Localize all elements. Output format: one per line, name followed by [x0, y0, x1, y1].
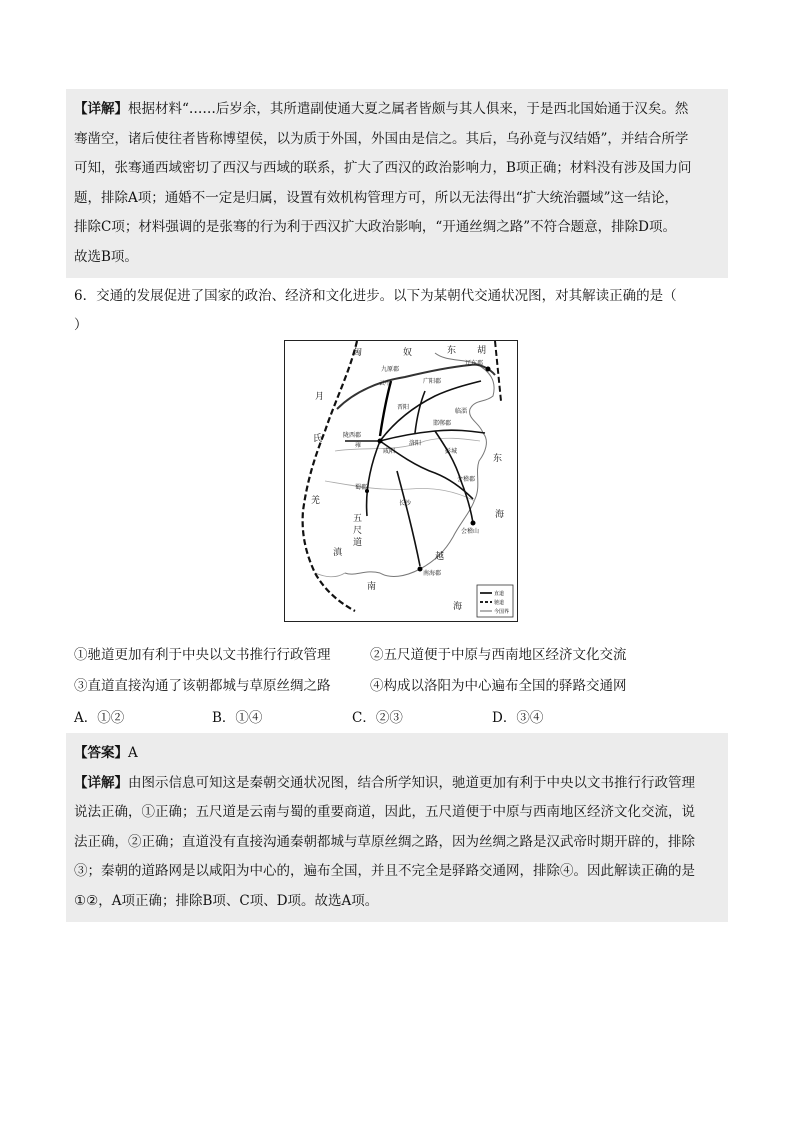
q5-explain-line-6: 故选B项。: [74, 248, 138, 265]
explain-tag: 【详解】: [74, 774, 128, 791]
map-svg: [285, 341, 517, 621]
q5-explain-line-3: 可知，张骞通西域密切了西汉与西域的联系，扩大了西汉的政治影响力，B项正确；材料没有涉及国力问: [74, 160, 692, 176]
map-label-dong: 东: [493, 454, 503, 464]
map-label-luoyang: 洛阳: [409, 440, 422, 447]
map-label-shi: 氏: [313, 434, 323, 444]
map-label-wuchidao-2: 尺: [353, 526, 363, 536]
map-label-yong: 雍: [355, 442, 362, 449]
map-label-dian: 滇: [333, 548, 343, 558]
q5-explain-line-5: 排除C项；材料强调的是张骞的行为利于西汉扩大政治影响，“开通丝绸之路”不符合题意，排除D项。: [74, 219, 676, 235]
q6-explain-line-2: 说法正确，①正确；五尺道是云南与蜀的重要商道，因此，五尺道便于中原与西南地区经济文化交流，说: [74, 804, 695, 820]
map-label-xiongnu-2: 奴: [403, 348, 413, 358]
answer-tag: 【答案】: [74, 745, 128, 761]
map-label-longxi: 陇西郡: [343, 432, 362, 439]
map-label-wuchidao-3: 道: [353, 538, 363, 548]
q6-stem-line-2: ）: [74, 317, 88, 333]
map-label-nanhai: 南海郡: [423, 570, 442, 577]
map-label-linzi: 临淄: [455, 408, 468, 415]
q6-option-a: A．①②: [74, 710, 125, 726]
map-label-kuaiji2: 会稽山: [461, 528, 480, 535]
legend-chidao: 驰道: [494, 600, 505, 606]
map-label-pengcheng: 彭城: [445, 448, 458, 455]
q5-explain-line-1: 【详解】根据材料“……后岁余，其所遣副使通大夏之属者皆颇与其人俱来，于是西北国始通于汉矣。然: [74, 101, 689, 117]
q6-statement-2: ②五尺道便于中原与西南地区经济文化交流: [370, 647, 627, 663]
map-label-jinyang: 晋阳: [397, 404, 410, 411]
q6-explain-line-4: ③；秦朝的道路网是以咸阳为中心的，遍布全国，并且不完全是驿路交通网，排除④。因此解读正确的是: [74, 863, 695, 879]
map-label-handan: 邯郸郡: [433, 420, 452, 427]
q6-answer-block: [66, 733, 728, 922]
map-label-kuaiji: 会稽郡: [457, 476, 476, 483]
q6-option-d: D．③④: [492, 710, 544, 726]
map-label-yunzhong: 云中: [379, 380, 392, 387]
map-label-wuchidao-1: 五: [353, 514, 363, 524]
q6-option-b: B．①④: [212, 710, 263, 726]
map-label-xiongnu-1: 匈: [353, 348, 363, 358]
map-legend: [477, 585, 513, 617]
explain-tag: 【详解】: [74, 101, 128, 117]
map-label-jiuyuan: 九原郡: [381, 366, 400, 373]
legend-border: 今国界: [494, 609, 510, 615]
q6-explain-line-5: ①②，A项正确；排除B项、C项、D项。故选A项。: [74, 892, 379, 909]
q6-stem-line-1: 6．交通的发展促进了国家的政治、经济和文化进步。以下为某朝代交通状况图，对其解读正确的是（: [74, 288, 677, 304]
map-label-donghu-1: 东: [447, 346, 457, 356]
q6-answer-line: [74, 739, 720, 769]
q6-statement-3: ③直道直接沟通了该朝都城与草原丝绸之路: [74, 678, 331, 694]
q5-explain-line-4: 题，排除A项；通婚不一定是归属，设置有效机构管理方可，所以无法得出“扩大统治疆域”这一结论，: [74, 189, 679, 206]
map-label-qiang: 羌: [311, 496, 321, 506]
q6-explain-line-1: 【详解】由图示信息可知这是秦朝交通状况图，结合所学知识，驰道更加有利于中央以文书推行行政管理: [74, 774, 695, 791]
map-label-shuxian: 蜀郡: [355, 484, 368, 491]
map-label-guangyang: 广阳郡: [423, 378, 442, 385]
q5-explanation-block: [66, 89, 728, 278]
map-label-donghu-2: 胡: [477, 346, 487, 356]
answer-value: A: [128, 745, 138, 761]
q6-statement-1: ①驰道更加有利于中央以文书推行行政管理: [74, 647, 331, 663]
map-label-liaodong: 辽东郡: [465, 360, 484, 367]
map-label-yue: 月: [315, 392, 325, 402]
map-label-yue2: 越: [435, 552, 445, 562]
q6-option-c: C．②③: [352, 710, 403, 726]
map-label-hai2: 海: [495, 510, 505, 520]
legend-zhidao: 直道: [494, 591, 505, 597]
qin-transport-map: [284, 340, 518, 622]
map-label-nan: 南: [367, 582, 377, 592]
q6-explain-line-3: 法正确，②正确；直道没有直接沟通秦朝都城与草原丝绸之路，因为丝绸之路是汉武帝时期开辟的，排除: [74, 833, 695, 850]
map-label-hai: 海: [453, 602, 463, 612]
map-label-changsha: 长沙: [399, 500, 412, 507]
map-label-xianyang: 咸阳: [383, 448, 396, 455]
q5-explain-line-2: 骞凿空，诸后使往者皆称博望侯，以为质于外国，外国由是信之。其后，乌孙竟与汉结婚”，并结合所学: [74, 130, 689, 147]
q6-statement-4: ④构成以洛阳为中心遍布全国的驿路交通网: [370, 678, 627, 694]
